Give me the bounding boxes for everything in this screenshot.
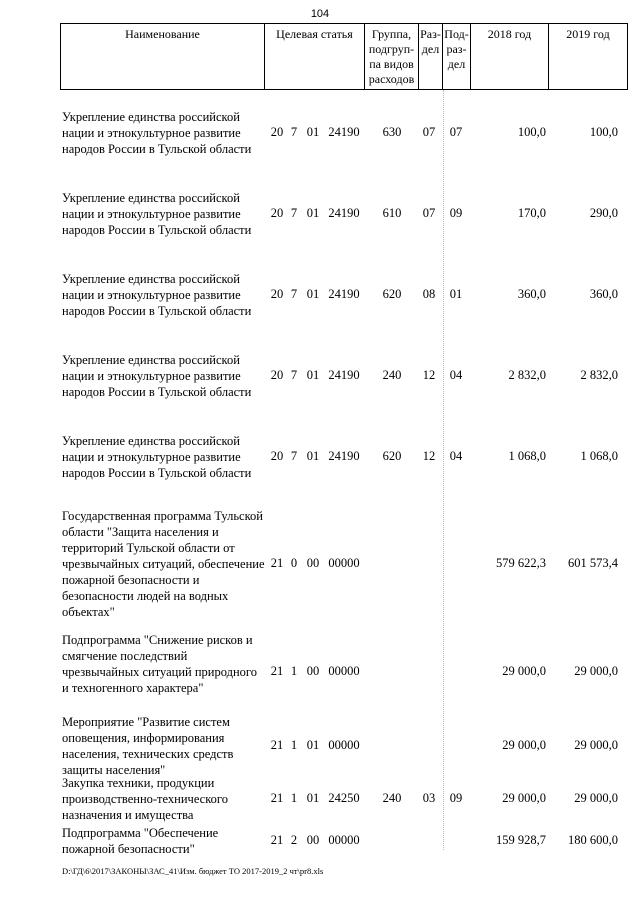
row-name: Укрепление единства российской нации и этнокультурное развитие народов России в Тульской области (62, 110, 252, 156)
amount-2019: 29 000,0 (574, 664, 618, 678)
amount-2019: 601 573,4 (568, 556, 618, 570)
code-direction: 00000 (328, 664, 360, 678)
amount-2018: 100,0 (517, 125, 546, 139)
code-subprogram: 7 (290, 368, 298, 382)
code-subprogram: 1 (290, 738, 298, 752)
code-direction: 24190 (328, 449, 360, 463)
row-name: Подпрограмма "Обеспечение пожарной безопасности" (62, 826, 219, 856)
code-direction: 24250 (328, 791, 360, 805)
header-razdel: Раз- дел (419, 24, 443, 89)
subsection: 04 (449, 368, 463, 382)
code-event: 00 (306, 556, 320, 570)
row-name: Укрепление единства российской нации и этнокультурное развитие народов России в Тульской области (62, 353, 252, 399)
amount-2018: 29 000,0 (502, 664, 546, 678)
subsection: 09 (449, 791, 463, 805)
expense-group: 620 (382, 287, 402, 301)
amount-2018: 2 832,0 (508, 368, 546, 382)
amount-2019: 100,0 (589, 125, 618, 139)
row-name: Закупка техники, продукции производственно-технического назначения и имущества (62, 776, 228, 822)
amount-2018: 170,0 (517, 206, 546, 220)
code-direction: 00000 (328, 556, 360, 570)
code-direction: 24190 (328, 368, 360, 382)
expense-group: 630 (382, 125, 402, 139)
amount-2019: 2 832,0 (580, 368, 618, 382)
amount-2019: 360,0 (589, 287, 618, 301)
code-subprogram: 1 (290, 664, 298, 678)
code-event: 01 (306, 449, 320, 463)
code-program: 21 (270, 791, 284, 805)
code-subprogram: 7 (290, 449, 298, 463)
code-program: 20 (270, 125, 284, 139)
code-event: 00 (306, 833, 320, 847)
row-name: Укрепление единства российской нации и этнокультурное развитие народов России в Тульской области (62, 272, 252, 318)
column-guide (443, 90, 444, 850)
code-event: 01 (306, 738, 320, 752)
code-event: 01 (306, 791, 320, 805)
code-program: 21 (270, 738, 284, 752)
header-2019: 2019 год (566, 27, 610, 41)
code-event: 01 (306, 125, 320, 139)
section: 07 (422, 206, 436, 220)
code-program: 21 (270, 664, 284, 678)
row-name: Мероприятие "Развитие систем оповещения, информирования населения, технических средств защиты населения" (62, 715, 234, 777)
amount-2019: 290,0 (589, 206, 618, 220)
amount-2018: 159 928,7 (496, 833, 546, 847)
subsection: 07 (449, 125, 463, 139)
expense-group: 240 (382, 791, 402, 805)
code-direction: 24190 (328, 287, 360, 301)
amount-2019: 29 000,0 (574, 738, 618, 752)
section: 08 (422, 287, 436, 301)
code-direction: 24190 (328, 206, 360, 220)
code-direction: 00000 (328, 833, 360, 847)
code-subprogram: 7 (290, 287, 298, 301)
code-program: 20 (270, 287, 284, 301)
code-event: 01 (306, 368, 320, 382)
code-event: 00 (306, 664, 320, 678)
subsection: 01 (449, 287, 463, 301)
subsection: 09 (449, 206, 463, 220)
code-program: 20 (270, 206, 284, 220)
code-direction: 00000 (328, 738, 360, 752)
code-subprogram: 0 (290, 556, 298, 570)
code-program: 20 (270, 368, 284, 382)
table-header (60, 23, 628, 90)
header-podrazdel: Под- раз- дел (443, 24, 471, 89)
section: 03 (422, 791, 436, 805)
header-name: Наименование (61, 24, 265, 89)
amount-2018: 360,0 (517, 287, 546, 301)
code-program: 21 (270, 556, 284, 570)
file-path-footer: D:\ГД\6\2017\ЗАКОНЫ\ЗАС_41\Изм. бюджет ТО 2017-2019_2 чт\pr8.xls (62, 866, 324, 876)
code-direction: 24190 (328, 125, 360, 139)
code-program: 21 (270, 833, 284, 847)
row-name: Подпрограмма "Снижение рисков и смягчение последствий чрезвычайных ситуаций природного и техногенного характера" (62, 633, 257, 695)
code-event: 01 (306, 287, 320, 301)
header-group: Группа, подгруп- па видов расходов (365, 24, 419, 89)
code-subprogram: 2 (290, 833, 298, 847)
row-name: Укрепление единства российской нации и этнокультурное развитие народов России в Тульской области (62, 191, 252, 237)
code-program: 20 (270, 449, 284, 463)
section: 12 (422, 368, 436, 382)
amount-2019: 29 000,0 (574, 791, 618, 805)
amount-2018: 29 000,0 (502, 738, 546, 752)
amount-2019: 1 068,0 (580, 449, 618, 463)
code-subprogram: 7 (290, 206, 298, 220)
amount-2018: 29 000,0 (502, 791, 546, 805)
header-target: Целевая статья (265, 24, 365, 89)
amount-2019: 180 600,0 (568, 833, 618, 847)
amount-2018: 579 622,3 (496, 556, 546, 570)
header-2018: 2018 год (471, 24, 549, 89)
expense-group: 610 (382, 206, 402, 220)
code-event: 01 (306, 206, 320, 220)
code-subprogram: 7 (290, 125, 298, 139)
subsection: 04 (449, 449, 463, 463)
section: 07 (422, 125, 436, 139)
code-subprogram: 1 (290, 791, 298, 805)
page-number: 104 (310, 8, 330, 20)
section: 12 (422, 449, 436, 463)
amount-2018: 1 068,0 (508, 449, 546, 463)
expense-group: 240 (382, 368, 402, 382)
row-name: Укрепление единства российской нации и этнокультурное развитие народов России в Тульской области (62, 434, 252, 480)
row-name: Государственная программа Тульской области "Защита населения и территорий Тульской области от чрезвычайных ситуаций, обеспечение пожарной безопасности и безопасности людей на водных объектах" (62, 509, 265, 619)
expense-group: 620 (382, 449, 402, 463)
